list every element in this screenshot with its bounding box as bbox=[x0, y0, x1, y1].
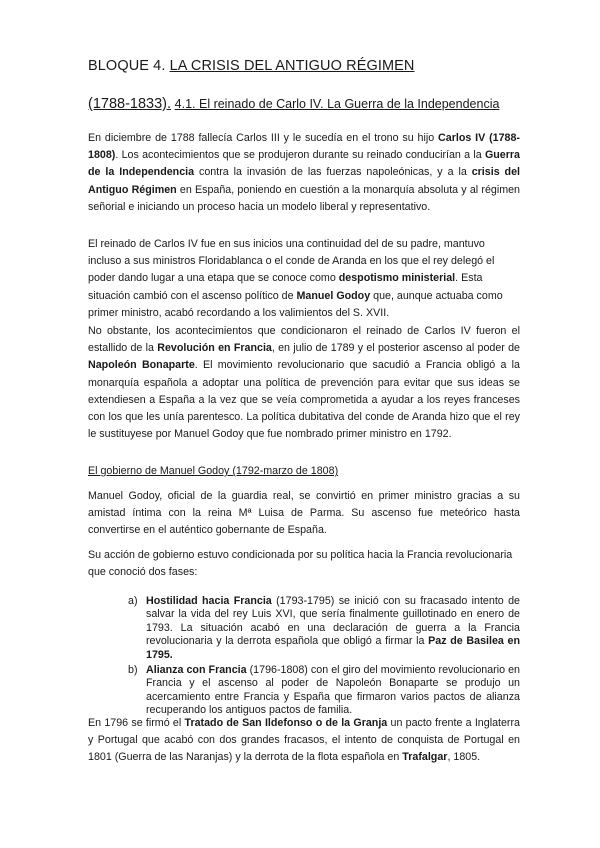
bold-run: crisis del Antiguo Régimen bbox=[88, 166, 521, 196]
text-run: en España, poniendo en cuestión a la monarquía absoluta y al régimen señorial e iniciando un proceso hacia un modelo liberal y representativo. bbox=[88, 183, 520, 213]
text-run: . El movimiento revolucionario que sacudió a Francia obligó a la monarquía española a adoptar una política de prevención para evitar que sus ideas se extendiesen a España a la vez que se veía comprometida a ayudar a los reyes franceses con los que les unía parentesco. La política dubitativa del conde de Aranda hizo que el rey le sustituyese por Manuel Godoy que fue nombrado primer ministro en 1792. bbox=[88, 359, 520, 441]
bold-run: Alianza con Francia bbox=[146, 664, 247, 677]
list-marker: b) bbox=[128, 664, 138, 677]
text-run: . Los acontecimientos que se produjeron durante su reinado conducirían a la bbox=[115, 149, 485, 162]
bold-run: Tratado de San Ildefonso o de la Granja bbox=[184, 717, 388, 729]
block-title: LA CRISIS DEL ANTIGUO RÉGIMEN bbox=[169, 58, 415, 74]
bold-run: Manuel Godoy bbox=[296, 289, 371, 302]
list-item bbox=[88, 595, 520, 662]
text-run: , en julio de 1789 y el posterior ascenso al poder de bbox=[271, 342, 520, 355]
text-run: No obstante, los acontecimientos que condicionaron el reinado de Carlos IV fueron el estallido de la bbox=[88, 325, 520, 355]
paragraph-intro bbox=[88, 130, 520, 216]
paragraph-godoy: Manuel Godoy, oficial de la guardia real, se convirtió en primer ministro gracias a su amistad íntima con la reina Mª Luisa de Parma. Su ascenso fue meteórico hasta convertirse en el auténtico gobernante de España. bbox=[88, 490, 520, 537]
bold-run: Napoleón Bonaparte bbox=[88, 359, 195, 372]
text-run: un pacto frente a Inglaterra y Portugal que acabó con dos grandes fracasos, el intento de conquista de Portugal en 1801 (Guerra de las Naranjas) y la derrota de la flota española en bbox=[88, 717, 520, 764]
text-run: (1796-1808) con el giro del movimiento revolucionario en Francia y el ascenso al poder de Napoleón Bonaparte se produjo un acercamiento entre Francia y España que firmaron varios pactos de alianza recuperando los antiguos pactos de familia. bbox=[146, 664, 520, 717]
block-heading bbox=[88, 58, 415, 74]
text-run: contra la invasión de las fuerzas napoleónicas, y a la bbox=[194, 166, 472, 179]
text-run: , 1805. bbox=[447, 751, 481, 764]
text-run: El reinado de Carlos IV fue en sus inicios una continuidad del de su padre, mantuvo incluso a sus ministros Floridablanca o el conde de Aranda en los que el rey delegó el poder dando lugar a una etapa que se conoce como bbox=[88, 238, 495, 285]
paragraph-french-revolution bbox=[88, 323, 520, 443]
period-dates: (1788-1833). bbox=[88, 96, 172, 112]
bold-run: Trafalgar bbox=[402, 751, 448, 764]
section-heading bbox=[88, 96, 499, 112]
bold-run: Guerra de la Independencia bbox=[88, 149, 520, 179]
bold-run: Hostilidad hacia Francia bbox=[146, 595, 272, 607]
text-run: En diciembre de 1788 fallecía Carlos III y le sucedía en el trono su hijo bbox=[88, 132, 439, 144]
paragraph-san-ildefonso bbox=[88, 715, 520, 767]
paragraph-phases-intro: Su acción de gobierno estuvo condicionada por su política hacia la Francia revolucionaria que conoció dos fases: bbox=[88, 549, 513, 579]
text-run: En 1796 se firmó el bbox=[88, 717, 185, 729]
text-run: (1793-1795) se inició con su fracasado intento de salvar la vida del rey Luis XVI, que sería finalmente guillotinado en enero de 1793. La situación acabó en una declaración de guerra a la Francia revolucionaria y la derrota española que obligó a firmar la bbox=[146, 595, 520, 648]
list-item bbox=[88, 664, 520, 718]
phases-list bbox=[88, 595, 520, 720]
text-run: . Esta situación cambió con el ascenso político de bbox=[88, 272, 483, 302]
block-prefix: BLOQUE 4. bbox=[88, 58, 166, 74]
bold-run: despotismo ministerial bbox=[338, 272, 456, 285]
list-marker: a) bbox=[128, 595, 138, 607]
paragraph-early-reign bbox=[88, 236, 520, 322]
bold-run: Revolución en Francia bbox=[157, 342, 272, 355]
section-title: 4.1. El reinado de Carlo IV. La Guerra de la Independencia bbox=[174, 97, 500, 111]
bold-run: Paz de Basilea en 1795. bbox=[146, 635, 521, 661]
bold-run: Carlos IV (1788-1808) bbox=[88, 132, 520, 162]
text-run: que, aunque actuaba como primer ministro, acabó recordando a los valimientos del S. XVII. bbox=[88, 289, 503, 319]
subsection-heading: El gobierno de Manuel Godoy (1792-marzo de 1808) bbox=[88, 465, 339, 477]
